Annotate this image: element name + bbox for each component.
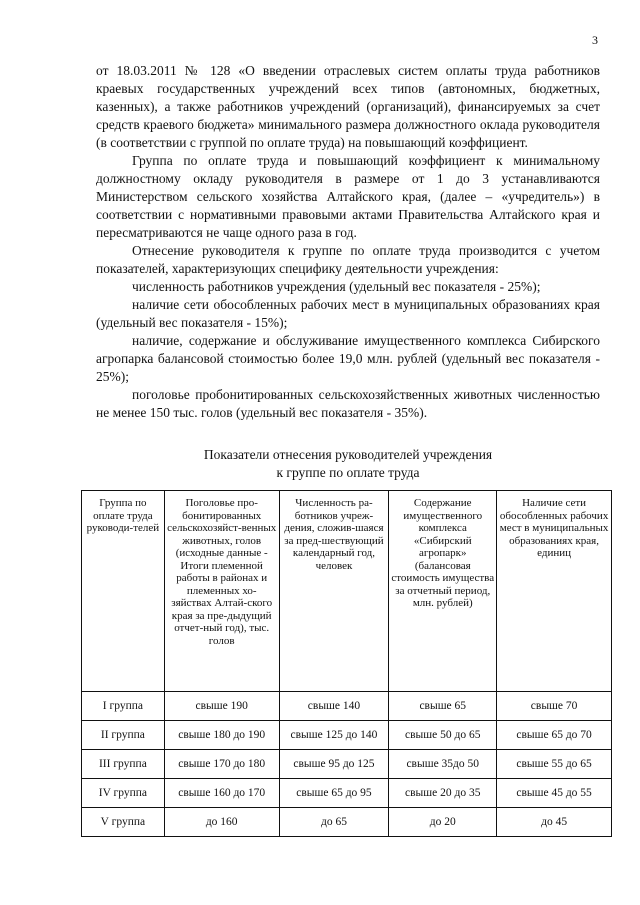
table-cell: свыше 70 <box>497 692 612 721</box>
table-cell: I группа <box>82 692 165 721</box>
paragraph: поголовье пробонитированных сельскохозяйственных животных численностью не менее 150 тыс. голов (удельный вес показателя - 35%). <box>96 387 600 420</box>
table-cell: свыше 65 <box>389 692 497 721</box>
paragraph: Группа по оплате труда и повышающий коэффициент к минимальному должностному окладу руководителя в размере от 1 до 3 устанавливаются Министерством сельского хозяйства Алтайского края, (далее – «учредитель») в соответствии с нормативными правовыми актами Правительства Алтайского края и пересматриваются не чаще одного раза в год. <box>96 153 600 240</box>
table-cell: до 65 <box>279 808 389 837</box>
table-cell: свыше 125 до 140 <box>279 721 389 750</box>
paragraph: численность работников учреждения (удельный вес показателя - 25%); <box>132 279 541 294</box>
header-staff: Численность ра-ботников учреж-дения, сложив-шаяся за пред-шествующий календарный год, человек <box>279 491 389 692</box>
paragraph: наличие, содержание и обслуживание имущественного комплекса Сибирского агропарка балансовой стоимостью более 19,0 млн. рублей (удельный вес показателя - 25%); <box>96 333 600 384</box>
table-cell: свыше 140 <box>279 692 389 721</box>
table-cell: свыше 95 до 125 <box>279 750 389 779</box>
table-cell: свыше 55 до 65 <box>497 750 612 779</box>
table-cell: свыше 45 до 55 <box>497 779 612 808</box>
table-cell: свыше 190 <box>164 692 279 721</box>
table-title-line: Показатели отнесения руководителей учреждения <box>203 447 493 462</box>
paragraph: Отнесение руководителя к группе по оплате труда производится с учетом показателей, характеризующих специфику деятельности учреждения: <box>96 243 600 276</box>
table-title <box>96 446 600 482</box>
table-row <box>82 779 612 808</box>
table-cell: свыше 65 до 70 <box>497 721 612 750</box>
document-body <box>96 62 600 422</box>
table-title-line: к группе по оплате труда <box>276 465 420 480</box>
table-cell: до 45 <box>497 808 612 837</box>
paragraph: наличие сети обособленных рабочих мест в муниципальных образованиях края (удельный вес показателя - 15%); <box>96 297 600 330</box>
header-agropark: Содержание имущественного комплекса «Сибирский агропарк» (балансовая стоимость имущества за отчетный период, млн. рублей) <box>389 491 497 692</box>
table-cell: свыше 65 до 95 <box>279 779 389 808</box>
table-row <box>82 750 612 779</box>
table-cell: свыше 170 до 180 <box>164 750 279 779</box>
table-row <box>82 692 612 721</box>
table-cell: свыше 160 до 170 <box>164 779 279 808</box>
table-cell: IV группа <box>82 779 165 808</box>
indicator-table <box>81 490 612 837</box>
table-row <box>82 808 612 837</box>
table-cell: свыше 50 до 65 <box>389 721 497 750</box>
header-livestock: Поголовье про-бонитированных сельскохозяйст-венных животных, голов (исходные данные - Итоги племенной работы в районах и племенных хо-зяйствах Алтай-ского края за пре-дыдущий отчет-ный год), тыс. голов <box>164 491 279 692</box>
table-row <box>82 721 612 750</box>
table-cell: свыше 180 до 190 <box>164 721 279 750</box>
table-cell: до 160 <box>164 808 279 837</box>
table-cell: II группа <box>82 721 165 750</box>
table-cell: до 20 <box>389 808 497 837</box>
page-number: 3 <box>592 33 598 47</box>
table-cell: III группа <box>82 750 165 779</box>
table-cell: свыше 20 до 35 <box>389 779 497 808</box>
table-header-row <box>82 491 612 692</box>
header-group: Группа по оплате труда руководи-телей <box>82 491 165 692</box>
paragraph: от 18.03.2011 № 128 «О введении отраслевых систем оплаты труда работников краевых государственных учреждений всех типов (автономных, бюджетных, казенных), а также работников учреждений (организаций), финансируемых за счет средств краевого бюджета» минимального размера должностного оклада руководителя (в соответствии с группой по оплате труда) на повышающий коэффициент. <box>96 63 600 150</box>
table-cell: свыше 35до 50 <box>389 750 497 779</box>
header-workplaces: Наличие сети обособленных рабочих мест в муниципальных образованиях края, единиц <box>497 491 612 692</box>
table-cell: V группа <box>82 808 165 837</box>
